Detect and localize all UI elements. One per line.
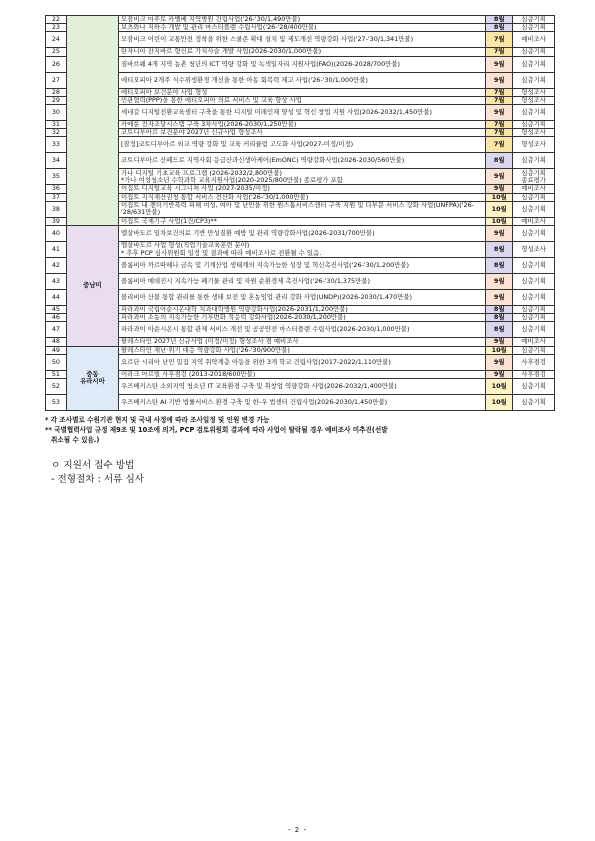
project-description: 카메룬 전자조달시스템 구축 3차사업(2026-2030/1,250만불) (119, 121, 486, 129)
survey-type: 심층기획 (513, 395, 555, 411)
survey-month: 8월 (486, 314, 513, 322)
row-number: 30 (46, 105, 67, 121)
survey-type: 심층기획 (513, 306, 555, 314)
table-row (46, 105, 555, 121)
project-description: 이집트 디지털교육 시그니처 사업 (2027-2035/미정) (119, 185, 486, 193)
survey-month: 8월 (486, 153, 513, 169)
project-description: 짐바브웨 4개 지역 농촌 청년의 ICT 역량 강화 및 녹색일자리 지원사업(FAO)(2026-2028/700만불) (119, 56, 486, 72)
table-row (46, 129, 555, 137)
project-description: 에티오피아 보건분야 사업 형성 (119, 88, 486, 96)
table-row (46, 185, 555, 193)
footnotes (45, 415, 555, 445)
region-cell: 중동 유라시아 (66, 346, 118, 410)
survey-type: 심층기획 (513, 56, 555, 72)
row-number: 33 (46, 137, 67, 153)
project-description: 팔레스타인 2027년 신규사업 (미정/미정) 형성조사 겸 예비조사 (119, 338, 486, 346)
survey-month: 8월 (486, 306, 513, 314)
row-number: 47 (46, 322, 67, 338)
region-cell (66, 16, 118, 226)
row-number: 52 (46, 379, 67, 395)
row-number: 45 (46, 306, 67, 314)
row-number: 25 (46, 48, 67, 56)
row-number: 41 (46, 242, 67, 258)
survey-month: 7월 (486, 129, 513, 137)
row-number: 39 (46, 217, 67, 225)
survey-month: 8월 (486, 24, 513, 32)
table-row (46, 338, 555, 346)
row-number: 48 (46, 338, 67, 346)
row-number: 28 (46, 88, 67, 96)
survey-month: 9월 (486, 226, 513, 242)
survey-month: 10월 (486, 201, 513, 217)
survey-month: 9월 (486, 105, 513, 121)
survey-type: 형성조사 (513, 88, 555, 96)
table-row (46, 242, 555, 258)
row-number: 46 (46, 314, 67, 322)
section-item: - 전형절차 : 서류 심사 (51, 474, 145, 486)
table-row (46, 395, 555, 411)
project-description: 파라과이 소농의 지속가능한 기후변화 적응력 강화사업(2026-2030/1,200만불) (119, 314, 486, 322)
document-body (45, 15, 555, 487)
survey-type: 예비조사 (513, 338, 555, 346)
survey-month: 7월 (486, 137, 513, 153)
application-section (45, 459, 555, 487)
survey-type: 심층기획 (513, 322, 555, 338)
project-description: 에티오피아 2개주 식수위생환경 개선을 통한 아동 회복력 제고 사업('26-'30/1,000만불) (119, 72, 486, 88)
survey-type: 심층기획 (513, 226, 555, 242)
survey-type: 심층기획 (513, 105, 555, 121)
survey-month: 9월 (486, 185, 513, 193)
project-description: 모잠비크 마푸토 카벨베 지역병원 건립사업('26-'30/1,490만불) (119, 16, 486, 24)
table-row (46, 370, 555, 378)
project-description: 콜롬비아 메데진시 지속가능 폐기물 관리 및 자원 순환경제 촉진사업('26-'30/1,375만불) (119, 274, 486, 290)
row-number: 23 (46, 24, 67, 32)
project-description: 파라과이 아순시온시 통합 관제 서비스 개선 및 공공안전 마스터플랜 수립사업(2026-2030/1,000만불) (119, 322, 486, 338)
project-description: 우즈베키스탄 AI 기반 법률서비스 환경 구축 및 한-우 법센터 건립사업(2026-2030/1,450만불) (119, 395, 486, 411)
survey-month: 7월 (486, 121, 513, 129)
project-description: 이집트 지식재산권청 통합 서비스 전산화 사업('26-'30/1,000만불) (119, 193, 486, 201)
table-row (46, 379, 555, 395)
survey-type: 심층기획 (513, 153, 555, 169)
survey-month: 8월 (486, 322, 513, 338)
row-number: 35 (46, 169, 67, 185)
table-row (46, 322, 555, 338)
survey-month: 9월 (486, 338, 513, 346)
project-description: 이라크 아르빌 사후점검 (2013-2018/600만불) (119, 370, 486, 378)
row-number: 38 (46, 201, 67, 217)
project-description: [잠정]코트디부아르 외교 역량 강화 및 교육 커리큘럼 고도화 사업(2027-미정/미정) (119, 137, 486, 153)
project-description: 가나 디지털 기초교육 프로그램 (2026-2032/2,800만불) *가나 여성청소년 수학과학 교육지원사업(2020-2025/800만불) 종료평가 포함 (119, 169, 486, 185)
survey-month: 9월 (486, 72, 513, 88)
survey-type: 심층기획 종료평가 (513, 169, 555, 185)
survey-type: 심층기획 (513, 258, 555, 274)
project-description: 탄자니아 잔지바르 향신료 가치사슬 개발 사업(2026-2030/1,000만불) (119, 48, 486, 56)
row-number: 26 (46, 56, 67, 72)
survey-type: 심층기획 (513, 24, 555, 32)
survey-type: 형성조사 (513, 96, 555, 104)
survey-month: 9월 (486, 56, 513, 72)
project-description: 민관협력(PPP)을 통한 에티오피아 의료 서비스 및 교육 향상 사업 (119, 96, 486, 104)
survey-type: 예비조사 (513, 185, 555, 193)
row-number: 24 (46, 32, 67, 48)
survey-type: 심층기획 (513, 290, 555, 306)
project-description: 콜롬비아 까르따헤나 금속 및 기계산업 생태계의 지속가능한 성장 및 혁신촉진사업('26-'30/1,200만불) (119, 258, 486, 274)
survey-month: 10월 (486, 379, 513, 395)
survey-type: 형성조사 (513, 137, 555, 153)
table-row (46, 72, 555, 88)
project-description: 보츠와나 지하수 개발 및 관리 마스터플랜 수립사업('26-'28/400만불) (119, 24, 486, 32)
survey-type: 심층기획 (513, 16, 555, 24)
table-row (46, 346, 555, 354)
section-heading: ㅇ 지원서 접수 방법 (51, 460, 135, 472)
row-number: 29 (46, 96, 67, 104)
project-description: 코트디부아르 보건분야 2027년 신규사업 형성조사 (119, 129, 486, 137)
row-number: 50 (46, 354, 67, 370)
survey-month: 9월 (486, 354, 513, 370)
table-row (46, 290, 555, 306)
row-number: 44 (46, 290, 67, 306)
row-number: 32 (46, 129, 67, 137)
survey-type: 사후점검 (513, 370, 555, 378)
survey-month: 7월 (486, 48, 513, 56)
survey-month: 9월 (486, 274, 513, 290)
footnote-2-continued: 취소될 수 있음.) (51, 436, 100, 445)
row-number: 27 (46, 72, 67, 88)
survey-type: 심층기획 (513, 314, 555, 322)
project-description: 코트디부아르 산페드로 지역사회 응급산과신생아케어(EmONC) 역량강화사업(2026-2030/560만불) (119, 153, 486, 169)
survey-type: 심층기획 (513, 346, 555, 354)
survey-month: 8월 (486, 16, 513, 24)
row-number: 43 (46, 274, 67, 290)
project-description: 이집트 국제기구 사업(1건/CP3)** (119, 217, 486, 225)
table-row (46, 226, 555, 242)
survey-type: 심층기획 (513, 193, 555, 201)
table-row (46, 24, 555, 32)
project-description: 우즈베키스탄 소외지역 청소년 IT 교육환경 구축 및 취창업 역량강화 사업(2026-2032/1,400만불) (119, 379, 486, 395)
table-row (46, 201, 555, 217)
table-row (46, 314, 555, 322)
survey-type: 심층기획 (513, 201, 555, 217)
footnote-1: * 각 조사별로 수원기관 현지 및 국내 사정에 따라 조사일정 및 인원 변경 가능 (45, 416, 270, 425)
row-number: 31 (46, 121, 67, 129)
row-number: 22 (46, 16, 67, 24)
project-description: 이집트 내 젠더기반폭력 피해 여성, 여아 및 난민을 위한 원스톱서비스센터 구축 지원 및 다부문 서비스 강화 사업(UNFPA)('26-'28/631만불) (119, 201, 486, 217)
survey-month: 7월 (486, 96, 513, 104)
row-number: 34 (46, 153, 67, 169)
table-row (46, 153, 555, 169)
survey-type: 심층기획 (513, 274, 555, 290)
survey-month: 9월 (486, 169, 513, 185)
row-number: 36 (46, 185, 67, 193)
row-number: 42 (46, 258, 67, 274)
survey-type: 심층기획 (513, 72, 555, 88)
project-description: 팔레스타인 재난·위기 대응 역량강화 사업('26-'30/900만불) (119, 346, 486, 354)
table-row (46, 258, 555, 274)
project-description: 모잠비크 어린이 교통안전 정착을 위한 스쿨존 확대 설치 및 제도개선 역량강화 사업('27-'30/1,341만불) (119, 32, 486, 48)
survey-month: 7월 (486, 32, 513, 48)
project-description: 파라과이 국립아순시온대학 치과대학병원 역량강화사업(2026-2031/1,200만불) (119, 306, 486, 314)
table-row (46, 217, 555, 225)
survey-month: 8월 (486, 258, 513, 274)
survey-type: 심층기획 (513, 121, 555, 129)
row-number: 40 (46, 226, 67, 242)
project-description: 엘살바도르 사업 형성(직업기술교육훈련 분야) * 추후 PCP 심사위원회 일정 및 결과에 따라 예비조사로 전환될 수 있음. (119, 242, 486, 258)
project-description: 볼리비아 산불 통합 관리를 통한 생태 보전 및 혼농임업 관리 강화 사업(UNDP)(2026-2030/1,470만불) (119, 290, 486, 306)
project-description: 엘살바도르 일차보건의료 기반 만성질환 예방 및 관리 역량강화사업(2026-2031/700만불) (119, 226, 486, 242)
survey-month: 10월 (486, 193, 513, 201)
survey-month: 8월 (486, 242, 513, 258)
table-row (46, 274, 555, 290)
row-number: 49 (46, 346, 67, 354)
table-row (46, 56, 555, 72)
survey-month: 10월 (486, 346, 513, 354)
row-number: 53 (46, 395, 67, 411)
project-description: 요르단 시리아 난민 밀집 지역 취약계층 아동을 위한 3개 학교 건립사업(2017-2022/1,110만불) (119, 354, 486, 370)
survey-type: 형성조사 (513, 242, 555, 258)
survey-type: 형성조사 (513, 129, 555, 137)
survey-type: 사후점검 (513, 354, 555, 370)
page-number: - 2 - (288, 826, 307, 834)
table-row (46, 96, 555, 104)
table-row (46, 169, 555, 185)
region-cell: 중남미 (66, 226, 118, 347)
row-number: 51 (46, 370, 67, 378)
footnote-2: ** 국별협력사업 규정 제9조 및 10조에 의거, PCP 검토위원회 결과에 따라 사업이 탈락될 경우 예비조사 미추진(선발 (45, 426, 388, 435)
survey-month: 9월 (486, 370, 513, 378)
project-table (45, 15, 555, 411)
survey-type: 심층기획 (513, 379, 555, 395)
row-number: 37 (46, 193, 67, 201)
survey-month: 10월 (486, 395, 513, 411)
table-row (46, 48, 555, 56)
survey-type: 심층기획 (513, 48, 555, 56)
project-description: 세네갈 디지털전환교육센터 구축을 통한 디지털 미래인재 양성 및 혁신 창업 지원 사업(2026-2032/1,450만불) (119, 105, 486, 121)
table-row (46, 354, 555, 370)
survey-type: 예비조사 (513, 217, 555, 225)
survey-month: 7월 (486, 88, 513, 96)
survey-month: 10월 (486, 217, 513, 225)
table-row (46, 137, 555, 153)
table-row (46, 32, 555, 48)
survey-month: 9월 (486, 290, 513, 306)
survey-type: 예비조사 (513, 32, 555, 48)
